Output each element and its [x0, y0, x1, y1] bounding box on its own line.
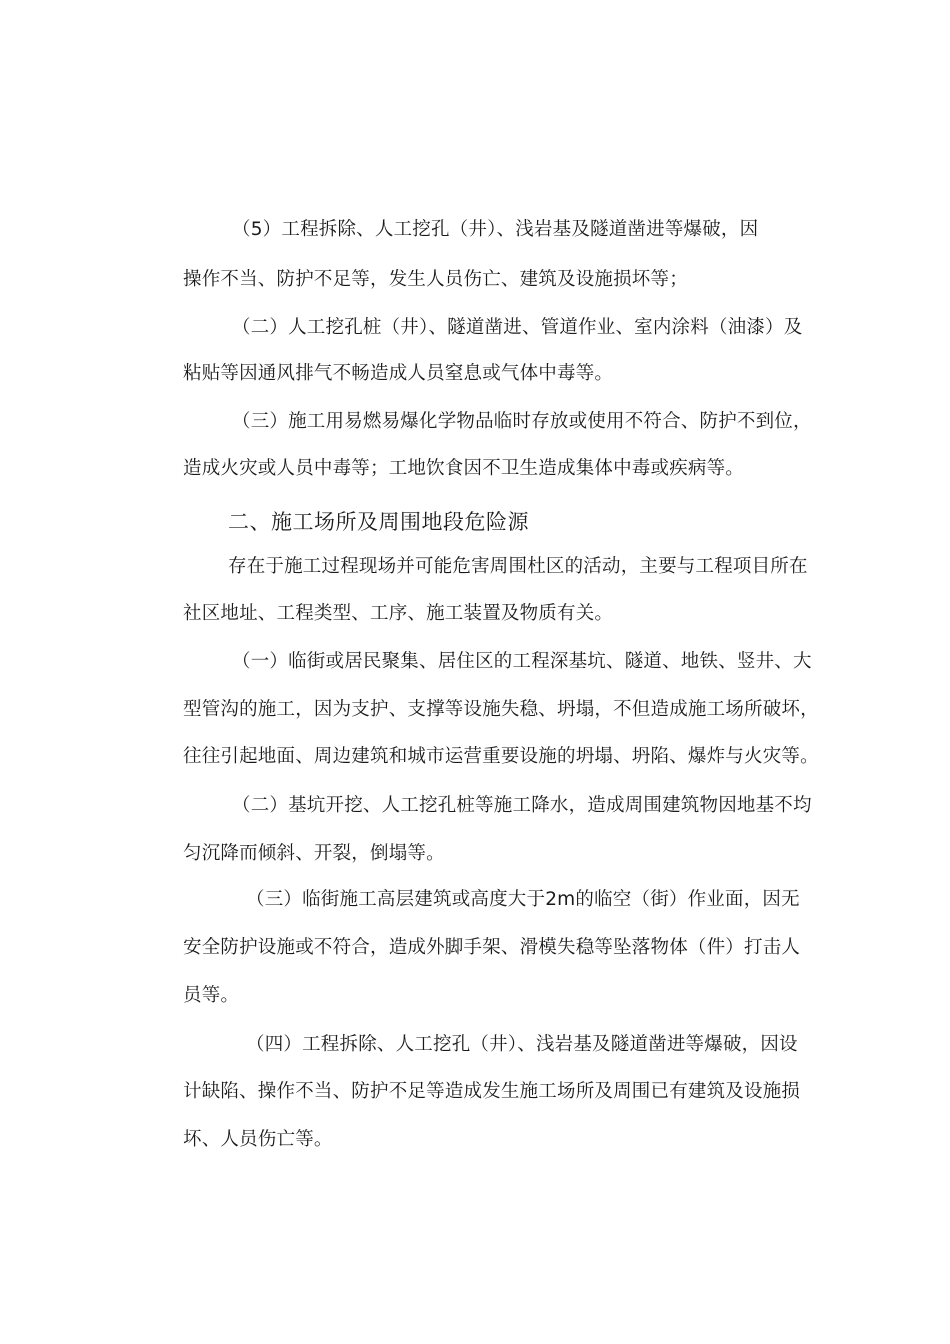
paragraph-1-line-2: 操作不当、防护不足等，发生人员伤亡、建筑及设施损坏等； [183, 269, 688, 290]
item-3-line-2: 安全防护设施或不符合，造成外脚手架、滑模失稳等坠落物体（件）打击人 [183, 937, 801, 958]
item-4-line-1: （四）工程拆除、人工挖孔（井）、浅岩基及隧道凿进等爆破，因设 [246, 1034, 798, 1055]
paragraph-3-line-1: （三）施工用易燃易爆化学物品临时存放或使用不符合、防护不到位， [232, 411, 812, 432]
item-4-line-2: 计缺陷、操作不当、防护不足等造成发生施工场所及周围已有建筑及设施损 [183, 1081, 801, 1102]
item-1-line-3: 往往引起地面、周边建筑和城市运营重要设施的坍塌、坍陷、爆炸与火灾等。 [183, 746, 819, 767]
paragraph-2-line-2: 粘贴等因通风排气不畅造成人员窒息或气体中毒等。 [183, 363, 614, 384]
section-heading: 二、施工场所及周围地段危险源 [228, 510, 529, 534]
item-2-line-2: 匀沉降而倾斜、开裂，倒塌等。 [183, 843, 445, 864]
item-3-line-3: 员等。 [183, 985, 240, 1006]
item-1-line-1: （一）临街或居民聚集、居住区的工程深基坑、隧道、地铁、竖井、大 [232, 651, 812, 672]
intro-line-2: 社区地址、工程类型、工序、施工装置及物质有关。 [183, 603, 614, 624]
intro-line-1: 存在于施工过程现场并可能危害周围杜区的活动，主要与工程项目所在 [228, 556, 808, 577]
item-4-line-3: 坏、人员伤亡等。 [183, 1129, 333, 1150]
paragraph-3-line-2: 造成火灾或人员中毒等；工地饮食因不卫生造成集体中毒或疾病等。 [183, 458, 745, 479]
item-3-line-1: （三）临街施工高层建筑或高度大于2m的临空（街）作业面，因无 [246, 889, 800, 910]
item-2-line-1: （二）基坑开挖、人工挖孔桩等施工降水，造成周围建筑物因地基不均 [232, 795, 812, 816]
paragraph-1-line-1: （5）工程拆除、人工挖孔（井）、浅岩基及隧道凿进等爆破，因 [232, 219, 759, 240]
item-1-line-2: 型管沟的施工，因为支护、支撑等设施失稳、坍塌，不但造成施工场所破坏， [183, 699, 819, 720]
paragraph-2-line-1: （二）人工挖孔桩（井）、隧道凿进、管道作业、室内涂料（油漆）及 [232, 317, 803, 338]
